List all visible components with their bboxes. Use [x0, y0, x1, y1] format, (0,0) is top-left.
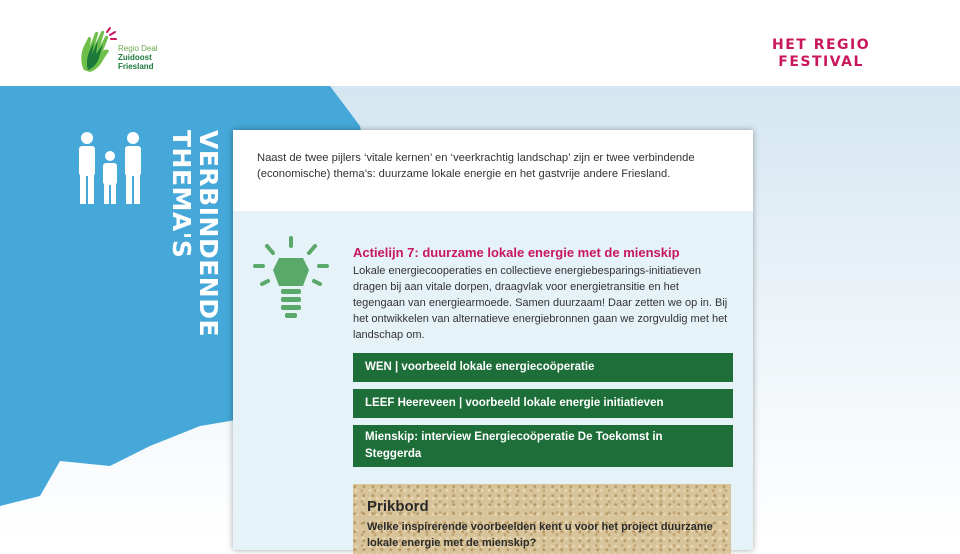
- festival-title: [772, 37, 870, 71]
- header: [0, 0, 960, 86]
- festival-line-2: FESTIVAL: [778, 54, 864, 70]
- link-wen-button[interactable]: WEN | voorbeeld lokale energiecoöperatie: [353, 353, 733, 382]
- action-line-body: Lokale energiecooperaties en collectieve energiebesparings-initiatieven dragen bij aan vitale dorpen, draagvlak voor energietransitie en het tegengaan van energiearmoede. Samen duurzaam! Daar zetten we op in. Bij het ontwikkelen van alternatieve energiebronnen gaan we zorgvuldig met het landschap om.: [353, 265, 728, 341]
- link-list: [353, 353, 733, 474]
- logo-text: [118, 44, 158, 71]
- logo-line-2: Zuidoost: [118, 53, 152, 62]
- vertical-section-title: [168, 130, 222, 337]
- link-mienskip-interview-button[interactable]: Mienskip: interview Energiecoöperatie De Toekomst in Steggerda: [353, 425, 733, 467]
- vertical-title-line-2: THEMA'S: [167, 130, 196, 259]
- festival-line-1: HET REGIO: [772, 37, 871, 53]
- vertical-title-line-1: VERBINDENDE: [194, 130, 223, 338]
- logo-line-3: Friesland: [118, 62, 154, 71]
- intro-text: Naast de twee pijlers ‘vitale kernen’ en ‘veerkrachtig landschap’ zijn er twee verbindende (economische) thema’s: duurzame lokale energie en het gastvrije andere Friesland.: [233, 130, 753, 211]
- logo-line-1: Regio Deal: [118, 44, 158, 53]
- content-card: [233, 130, 753, 550]
- lightbulb-icon: [251, 236, 331, 322]
- link-leef-heerenveen-button[interactable]: LEEF Heereveen | voorbeeld lokale energie initiatieven: [353, 389, 733, 418]
- prikbord-title: Prikbord: [367, 498, 429, 515]
- action-line-title: Actielijn 7: duurzame lokale energie met de mienskip: [353, 245, 680, 260]
- prikbord-panel[interactable]: [353, 484, 731, 554]
- prikbord-question: Welke inspirerende voorbeelden kent u voor het project duurzame lokale energie met de mienskip?: [367, 521, 713, 549]
- people-icon: [76, 130, 146, 206]
- hand-icon: [78, 26, 120, 76]
- regio-deal-logo: [78, 26, 168, 86]
